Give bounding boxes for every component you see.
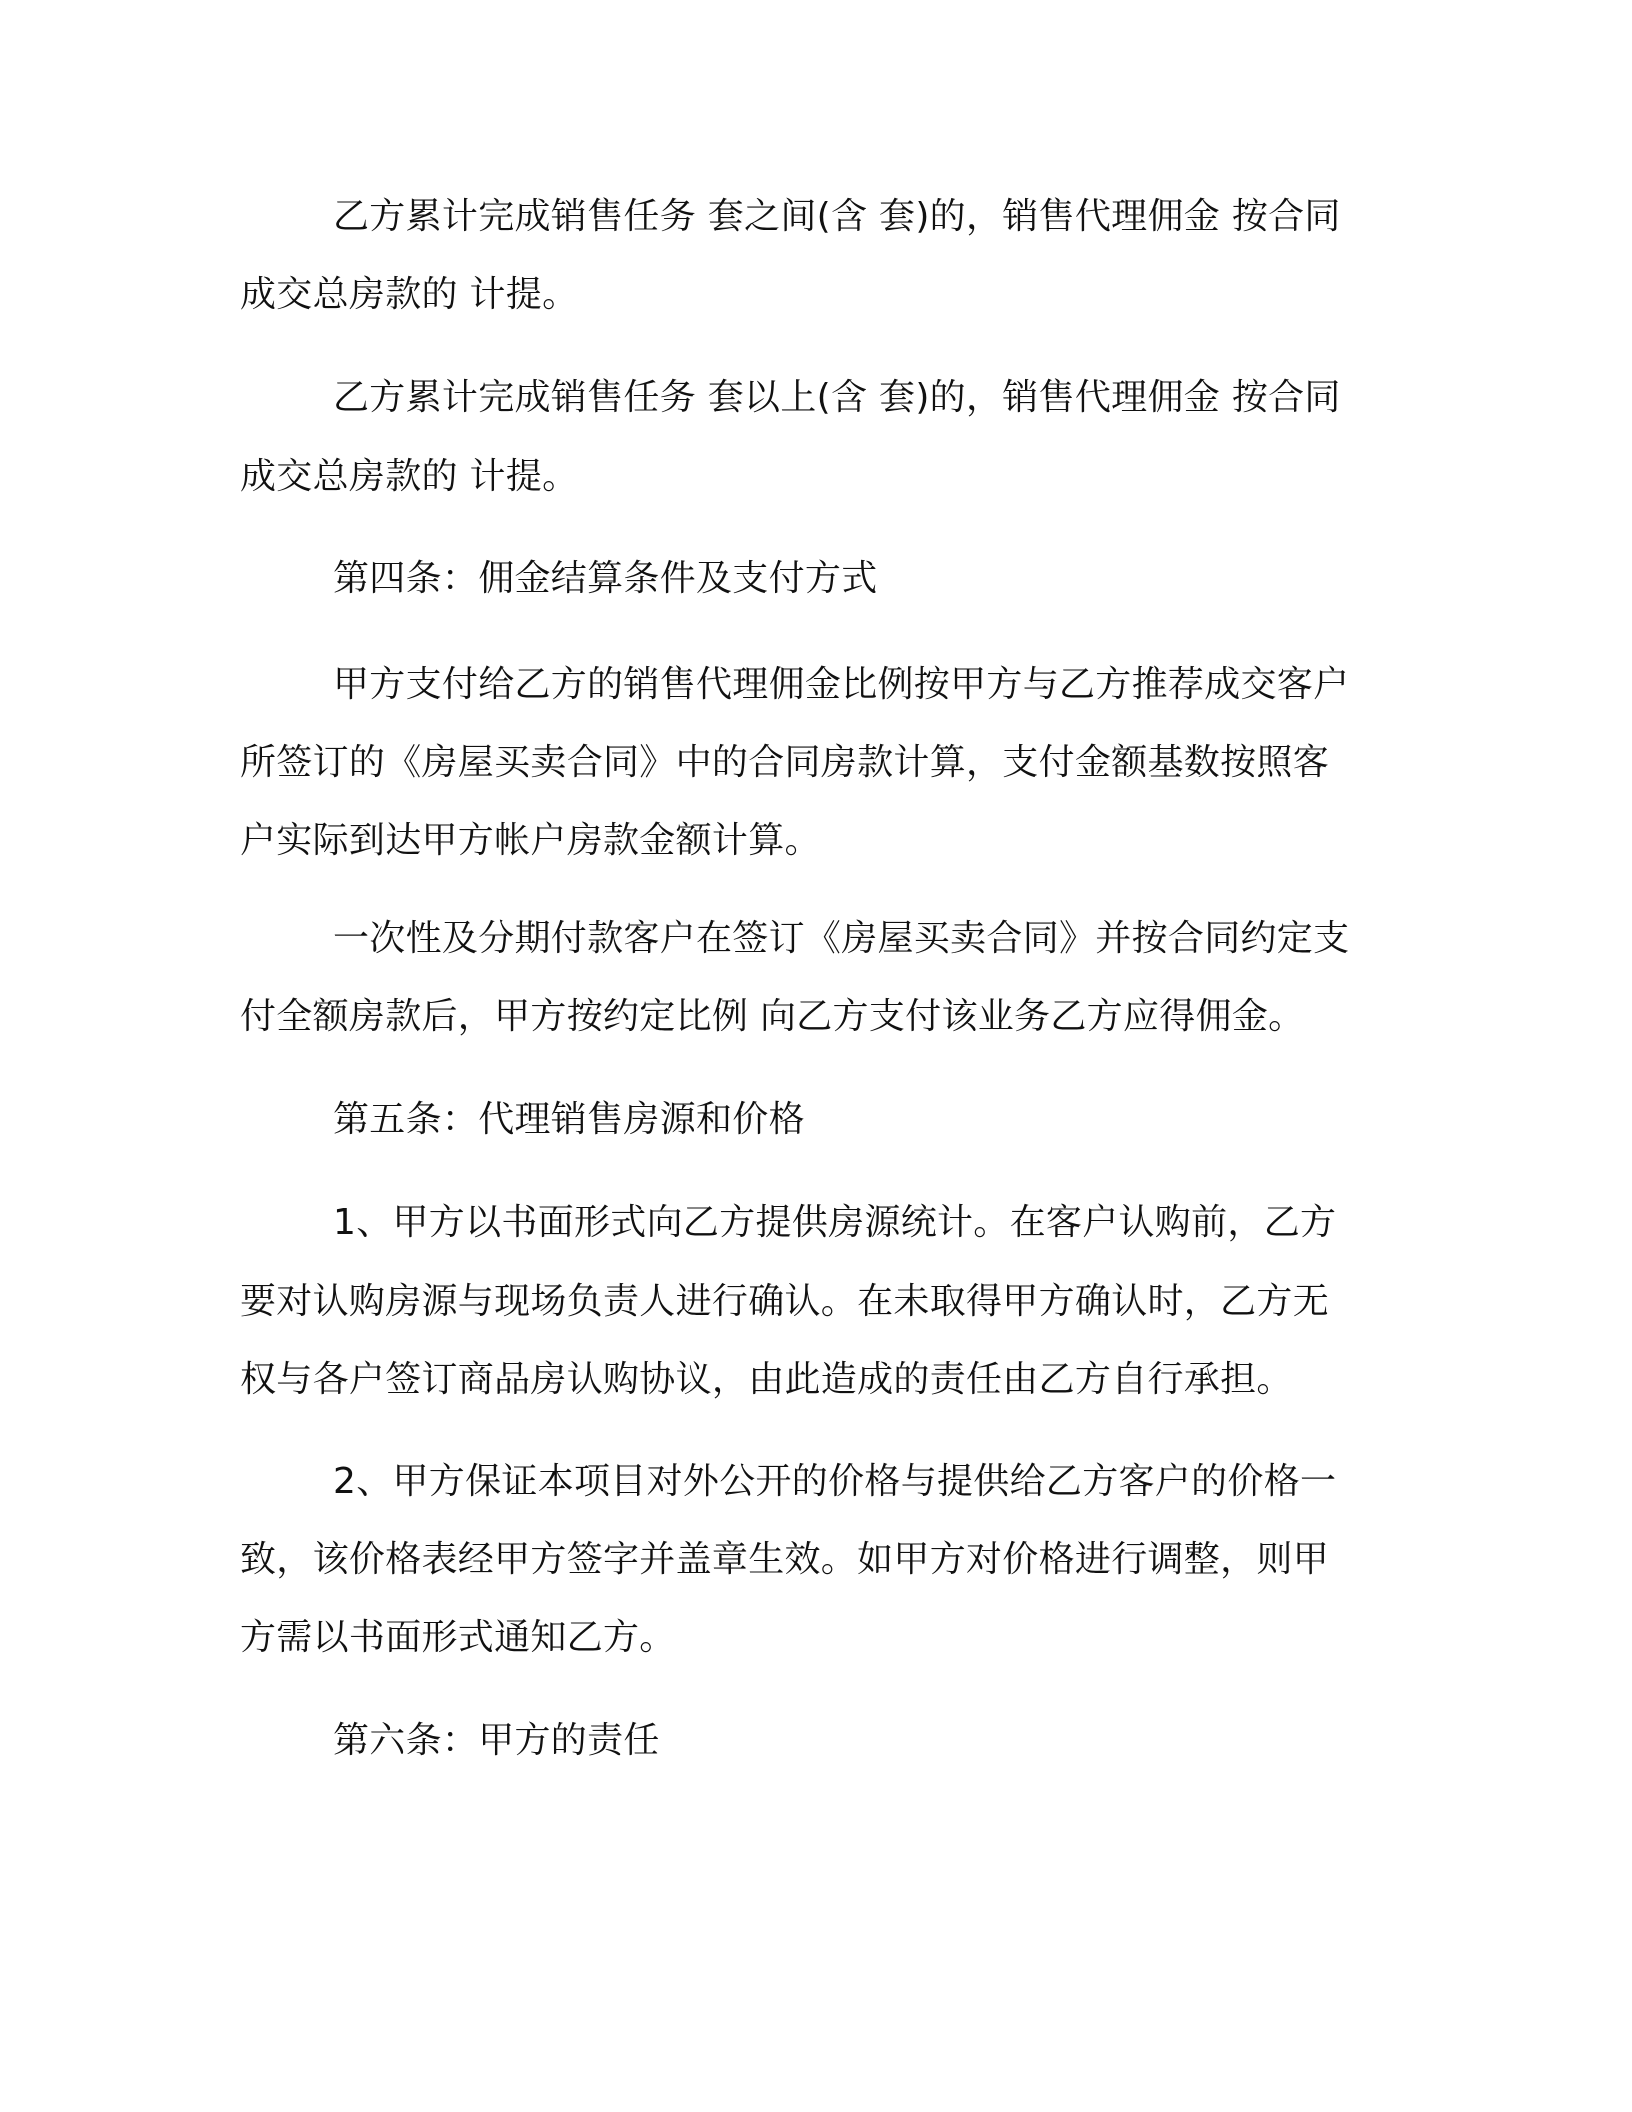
section-heading-article-6: 第六条：甲方的责任 bbox=[333, 1720, 660, 1761]
paragraph-line: 乙方累计完成销售任务 套以上(含 套)的，销售代理佣金 按合同 bbox=[333, 377, 1341, 418]
paragraph-line: 乙方累计完成销售任务 套之间(含 套)的，销售代理佣金 按合同 bbox=[333, 196, 1341, 237]
paragraph-line: 成交总房款的 计提。 bbox=[240, 456, 579, 497]
paragraph-line: 付全额房款后，甲方按约定比例 向乙方支付该业务乙方应得佣金。 bbox=[240, 996, 1305, 1037]
section-heading-article-4: 第四条：佣金结算条件及支付方式 bbox=[333, 558, 878, 599]
paragraph-line: 成交总房款的 计提。 bbox=[240, 274, 579, 315]
paragraph-line: 方需以书面形式通知乙方。 bbox=[240, 1617, 676, 1658]
paragraph-line: 一次性及分期付款客户在签订《房屋买卖合同》并按合同约定支 bbox=[333, 918, 1350, 959]
paragraph-line: 所签订的《房屋买卖合同》中的合同房款计算，支付金额基数按照客 bbox=[240, 742, 1330, 783]
paragraph-line: 权与各户签订商品房认购协议，由此造成的责任由乙方自行承担。 bbox=[240, 1359, 1293, 1400]
section-heading-article-5: 第五条：代理销售房源和价格 bbox=[333, 1099, 805, 1140]
paragraph-line: 户实际到达甲方帐户房款金额计算。 bbox=[240, 820, 821, 861]
paragraph-line: 1、甲方以书面形式向乙方提供房源统计。在客户认购前，乙方 bbox=[333, 1202, 1337, 1243]
paragraph-line: 甲方支付给乙方的销售代理佣金比例按甲方与乙方推荐成交客户 bbox=[333, 664, 1350, 705]
paragraph-line: 致，该价格表经甲方签字并盖章生效。如甲方对价格进行调整，则甲 bbox=[240, 1539, 1330, 1580]
paragraph-line: 要对认购房源与现场负责人进行确认。在未取得甲方确认时，乙方无 bbox=[240, 1281, 1330, 1322]
paragraph-line: 2、甲方保证本项目对外公开的价格与提供给乙方客户的价格一 bbox=[333, 1461, 1337, 1502]
